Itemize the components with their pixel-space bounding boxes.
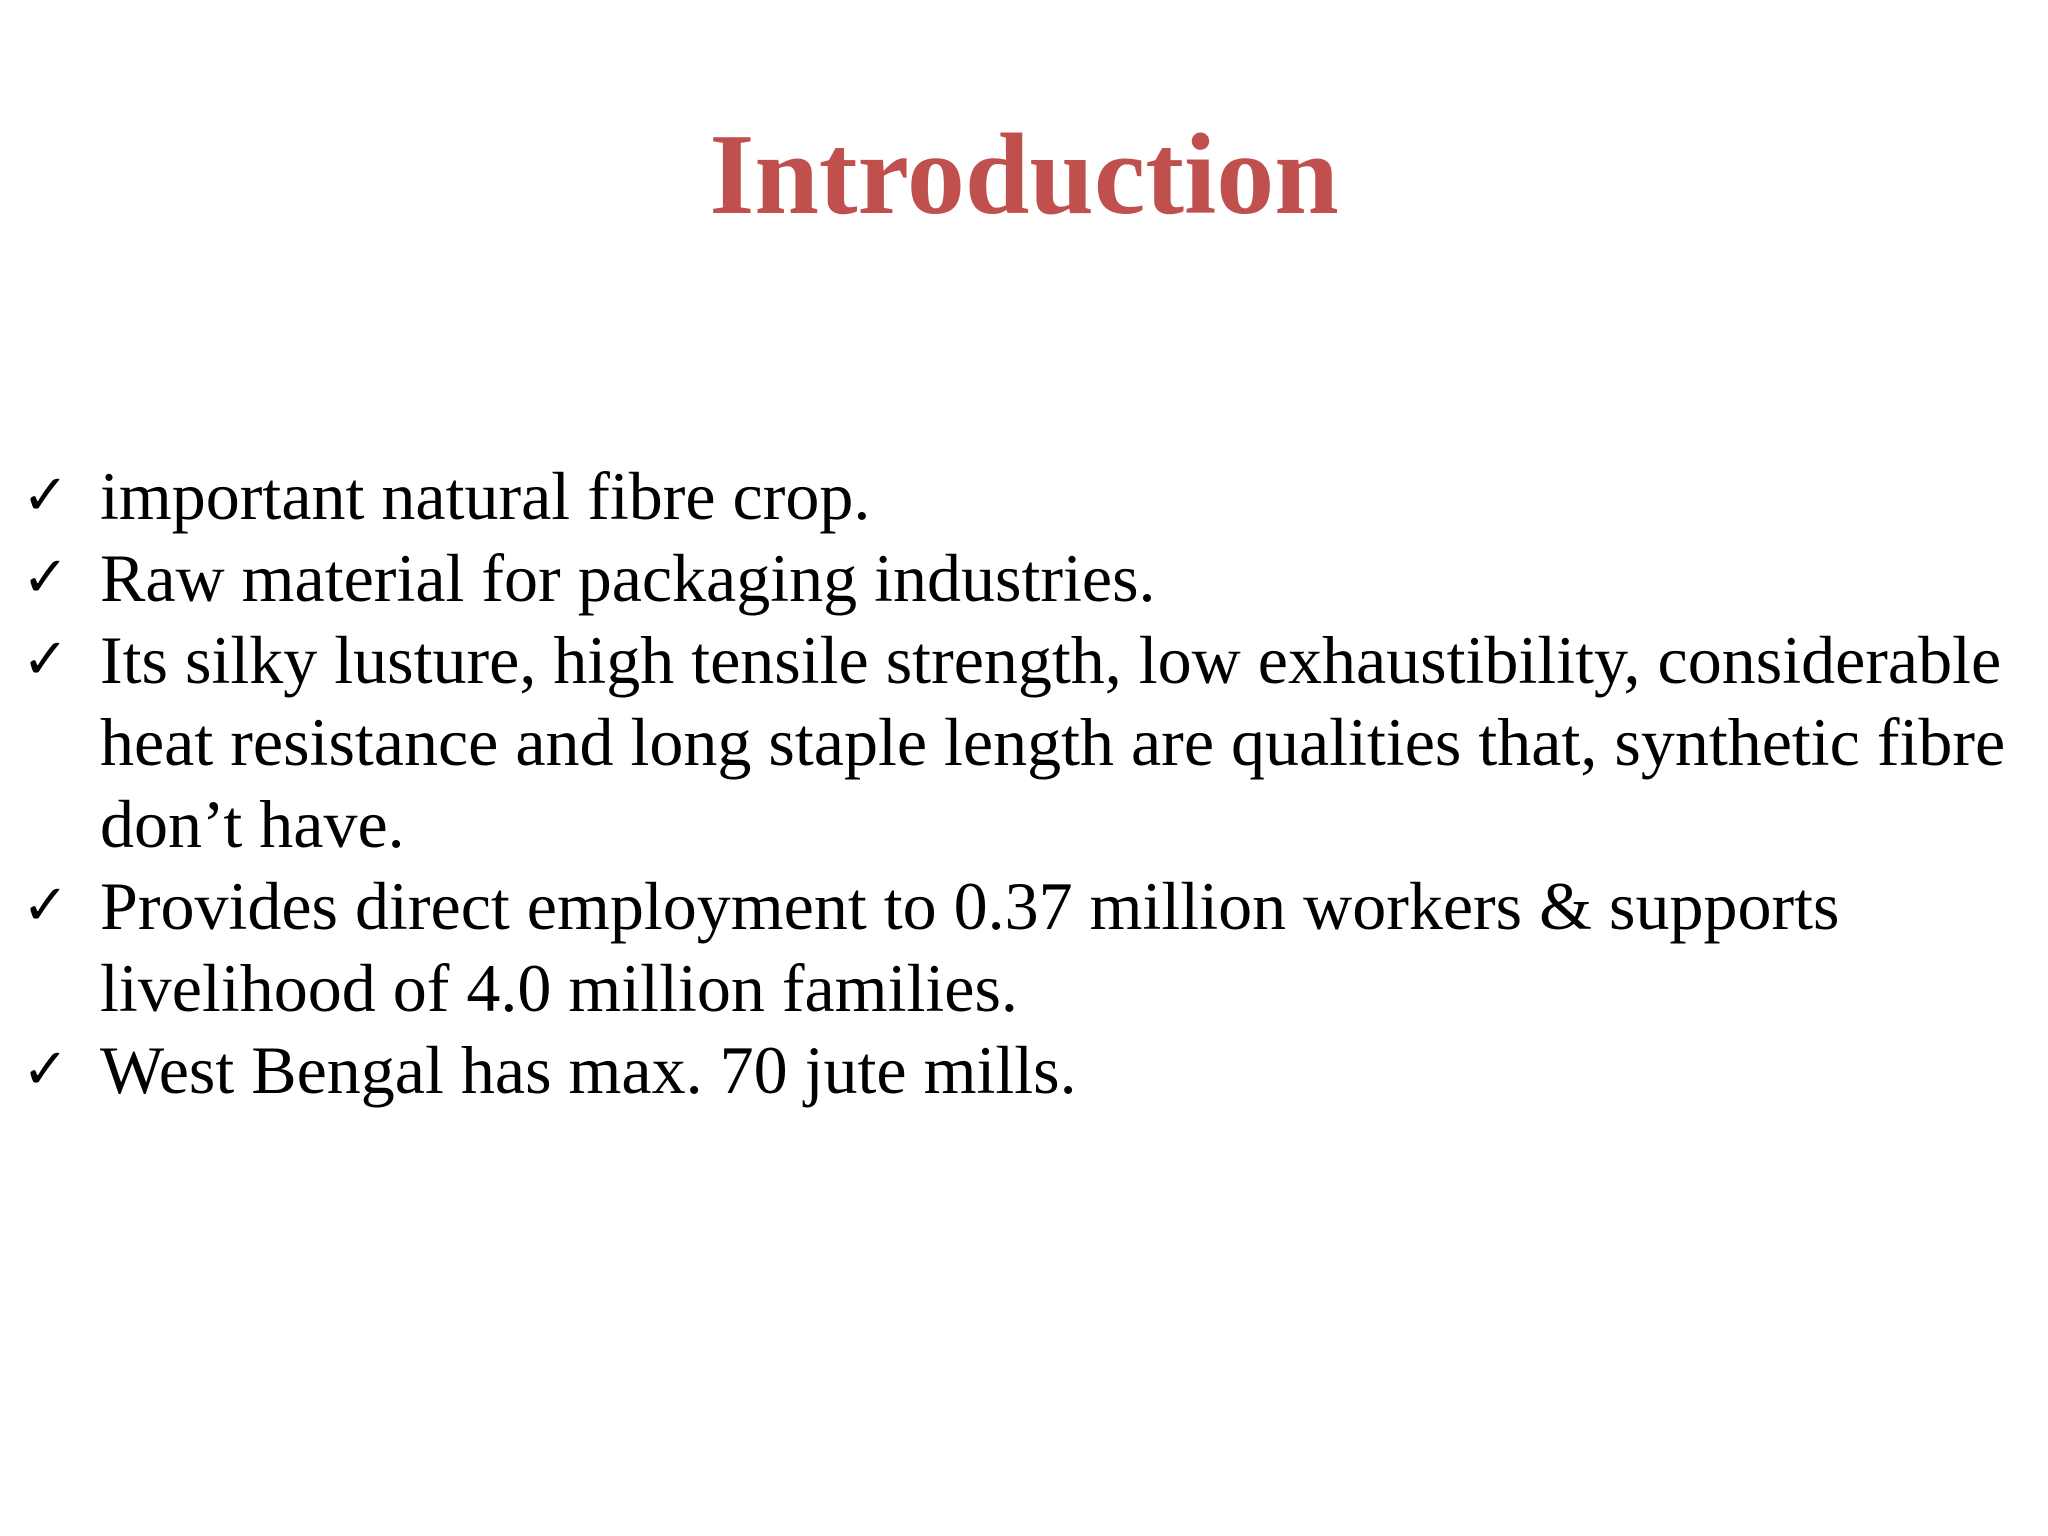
- bullet-item: [0, 537, 2040, 619]
- bullet-text-line: Provides direct employment to 0.37 million workers & supports: [100, 868, 1840, 944]
- check-icon: ✓: [22, 1037, 69, 1102]
- check-icon: ✓: [22, 463, 69, 528]
- bullet-text-line: important natural fibre crop.: [100, 458, 871, 534]
- bullet-text-line: don’t have.: [100, 786, 405, 862]
- check-icon: ✓: [22, 545, 69, 610]
- bullet-text-line: Raw material for packaging industries.: [100, 540, 1156, 616]
- bullet-list: [0, 455, 2040, 1111]
- bullet-item: [0, 619, 2040, 865]
- check-icon: ✓: [22, 627, 69, 692]
- bullet-text-line: heat resistance and long staple length are qualities that, synthetic fibre: [100, 704, 2006, 780]
- bullet-item: [0, 1029, 2040, 1111]
- bullet-text-line: Its silky lusture, high tensile strength, low exhaustibility, considerable: [100, 622, 2002, 698]
- slide-title: Introduction: [709, 111, 1339, 239]
- bullet-item: [0, 865, 2040, 1029]
- bullet-item: [0, 455, 2040, 537]
- check-icon: ✓: [22, 873, 69, 938]
- bullet-text-line: West Bengal has max. 70 jute mills.: [100, 1032, 1077, 1108]
- bullet-text-line: livelihood of 4.0 million families.: [100, 950, 1018, 1026]
